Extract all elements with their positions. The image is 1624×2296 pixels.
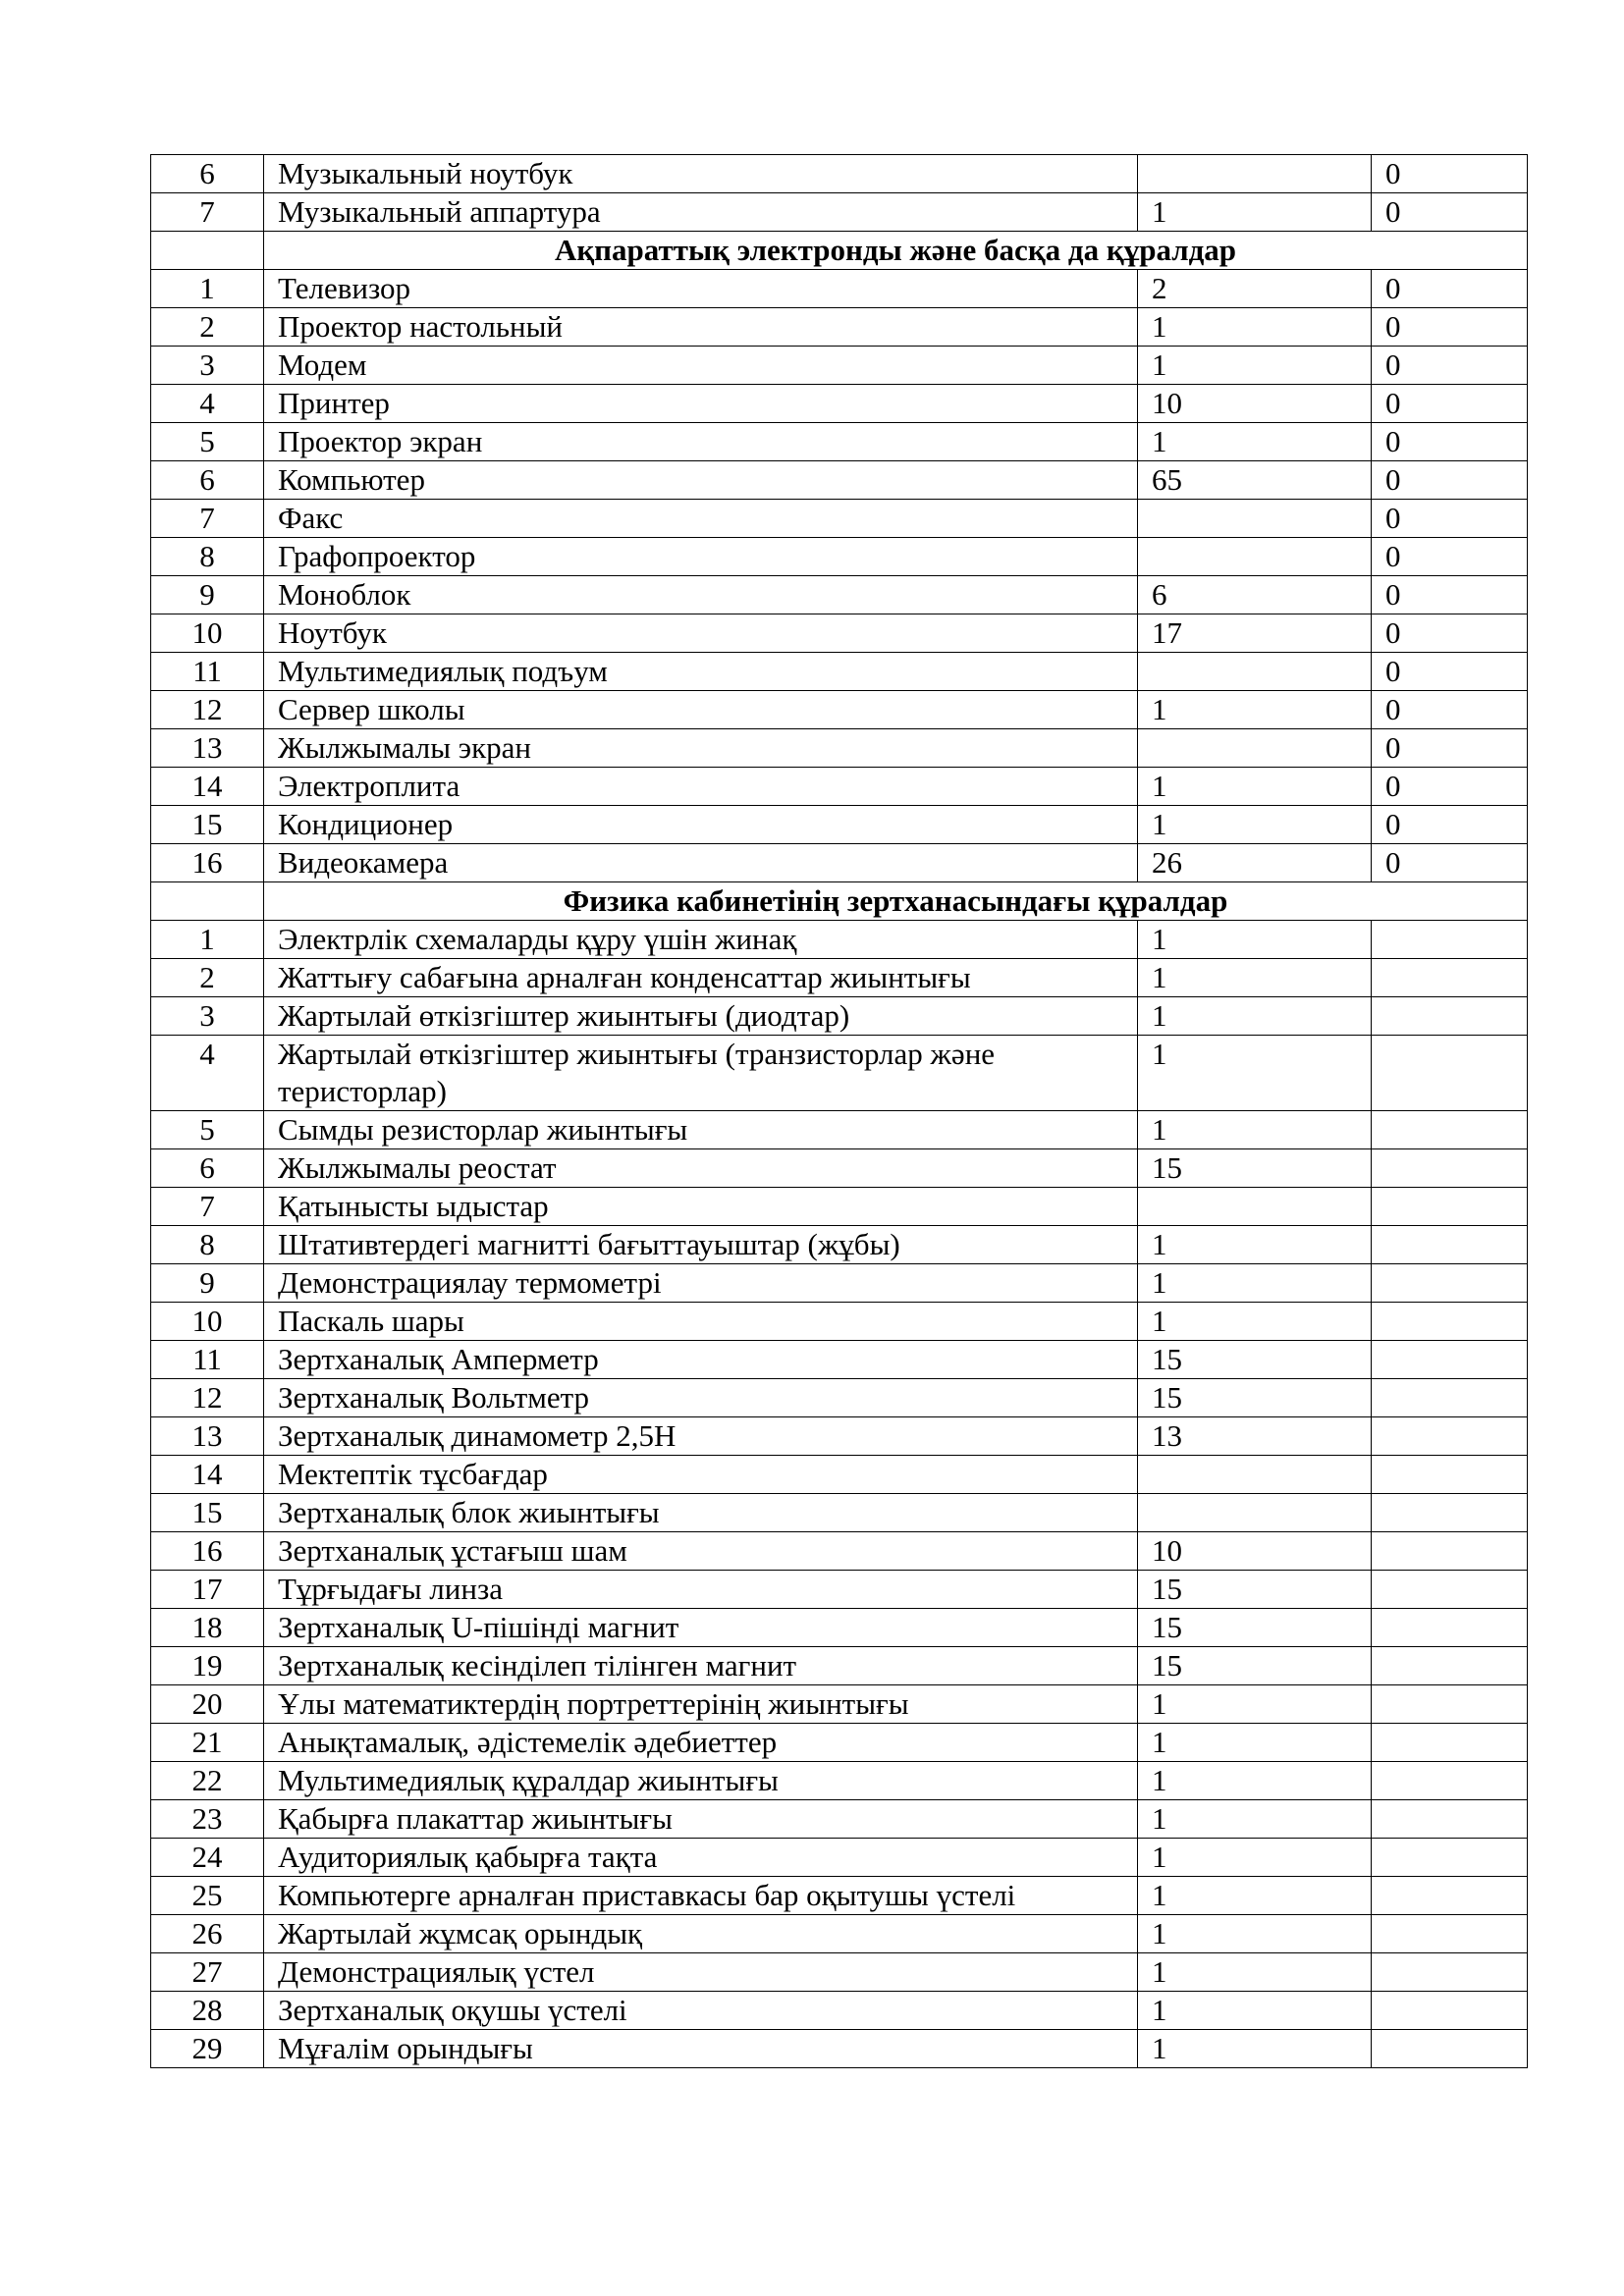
inventory-table-body [151,155,1528,2068]
item-name-cell: Жылжымалы экран [264,729,1138,768]
item-name-cell: Демонстрациялық үстел [264,1953,1138,1992]
quantity-cell: 1 [1138,1303,1372,1341]
table-row [151,1532,1528,1571]
quantity-cell: 13 [1138,1417,1372,1456]
row-number-cell: 25 [151,1877,264,1915]
quantity-cell: 15 [1138,1379,1372,1417]
item-name-cell: Музыкальный аппартура [264,193,1138,232]
item-name-cell: Мультимедиялық подъум [264,653,1138,691]
row-number-cell: 18 [151,1609,264,1647]
inventory-table [150,154,1528,2068]
extra-value-cell [1372,1724,1528,1762]
item-name-cell: Сервер школы [264,691,1138,729]
row-number-cell: 17 [151,1571,264,1609]
quantity-cell [1138,1494,1372,1532]
table-row [151,576,1528,614]
quantity-cell: 1 [1138,193,1372,232]
extra-value-cell [1372,1609,1528,1647]
row-number-cell: 11 [151,1341,264,1379]
table-row [151,347,1528,385]
table-row [151,1762,1528,1800]
item-name-cell: Телевизор [264,270,1138,308]
item-name-cell: Компьютер [264,461,1138,500]
quantity-cell: 26 [1138,844,1372,882]
item-name-cell: Тұрғыдағы линза [264,1571,1138,1609]
row-number-cell: 6 [151,461,264,500]
table-row [151,1724,1528,1762]
row-number-cell: 29 [151,2030,264,2068]
item-name-cell: Компьютерге арналған приставкасы бар оқытушы үстелі [264,1877,1138,1915]
quantity-cell: 1 [1138,806,1372,844]
table-row [151,1953,1528,1992]
table-row [151,806,1528,844]
extra-value-cell [1372,1341,1528,1379]
quantity-cell: 1 [1138,959,1372,997]
item-name-cell: Аудиториялық қабырға тақта [264,1839,1138,1877]
table-row [151,1264,1528,1303]
item-name-cell: Мультимедиялық құралдар жиынтығы [264,1762,1138,1800]
table-row [151,461,1528,500]
table-row [151,1341,1528,1379]
quantity-cell: 1 [1138,691,1372,729]
quantity-cell: 1 [1138,1685,1372,1724]
item-name-cell: Жартылай өткізгіштер жиынтығы (диодтар) [264,997,1138,1036]
table-row [151,1303,1528,1341]
table-row [151,614,1528,653]
quantity-cell: 65 [1138,461,1372,500]
quantity-cell: 1 [1138,1724,1372,1762]
row-number-cell: 6 [151,155,264,193]
row-number-cell: 21 [151,1724,264,1762]
extra-value-cell: 0 [1372,768,1528,806]
item-name-cell: Зертханалық U-пішінді магнит [264,1609,1138,1647]
quantity-cell [1138,500,1372,538]
table-row [151,423,1528,461]
table-row [151,1188,1528,1226]
extra-value-cell [1372,1494,1528,1532]
row-number-cell: 11 [151,653,264,691]
row-number-cell: 3 [151,997,264,1036]
extra-value-cell: 0 [1372,844,1528,882]
table-row [151,1992,1528,2030]
row-number-cell: 1 [151,921,264,959]
row-number-cell: 15 [151,1494,264,1532]
row-number-cell: 22 [151,1762,264,1800]
quantity-cell: 10 [1138,385,1372,423]
item-name-cell: Кондиционер [264,806,1138,844]
extra-value-cell [1372,1839,1528,1877]
extra-value-cell [1372,1303,1528,1341]
quantity-cell: 10 [1138,1532,1372,1571]
table-row [151,959,1528,997]
extra-value-cell: 0 [1372,538,1528,576]
section-header-row [151,882,1528,921]
row-number-cell: 9 [151,576,264,614]
table-row [151,500,1528,538]
table-row [151,155,1528,193]
quantity-cell: 1 [1138,921,1372,959]
table-row [151,1839,1528,1877]
extra-value-cell: 0 [1372,155,1528,193]
item-name-cell: Видеокамера [264,844,1138,882]
extra-value-cell [1372,1800,1528,1839]
row-number-cell: 5 [151,423,264,461]
table-row [151,1226,1528,1264]
table-row [151,1609,1528,1647]
extra-value-cell [1372,1188,1528,1226]
item-name-cell: Қатынысты ыдыстар [264,1188,1138,1226]
item-name-cell: Факс [264,500,1138,538]
table-row [151,691,1528,729]
row-number-cell: 26 [151,1915,264,1953]
extra-value-cell [1372,1532,1528,1571]
item-name-cell: Графопроектор [264,538,1138,576]
quantity-cell: 1 [1138,768,1372,806]
row-number-cell: 16 [151,844,264,882]
item-name-cell: Проектор экран [264,423,1138,461]
extra-value-cell: 0 [1372,729,1528,768]
quantity-cell [1138,1188,1372,1226]
extra-value-cell [1372,1685,1528,1724]
item-name-cell: Мұғалім орындығы [264,2030,1138,2068]
row-number-cell: 10 [151,614,264,653]
quantity-cell: 1 [1138,1953,1372,1992]
extra-value-cell [1372,921,1528,959]
row-number-cell: 19 [151,1647,264,1685]
item-name-cell: Анықтамалық, әдістемелік әдебиеттер [264,1724,1138,1762]
table-row [151,193,1528,232]
item-name-cell: Зертханалық Амперметр [264,1341,1138,1379]
row-number-cell: 5 [151,1111,264,1149]
section-title: Ақпараттық электронды және басқа да құралдар [264,232,1528,270]
quantity-cell: 1 [1138,1264,1372,1303]
item-name-cell: Проектор настольный [264,308,1138,347]
extra-value-cell [1372,1762,1528,1800]
item-name-cell: Принтер [264,385,1138,423]
row-number-cell: 7 [151,193,264,232]
quantity-cell [1138,653,1372,691]
table-row [151,1417,1528,1456]
quantity-cell: 1 [1138,1915,1372,1953]
quantity-cell [1138,155,1372,193]
extra-value-cell: 0 [1372,308,1528,347]
row-number-cell: 15 [151,806,264,844]
extra-value-cell [1372,1877,1528,1915]
extra-value-cell: 0 [1372,270,1528,308]
item-name-cell: Зертханалық кесінділеп тілінген магнит [264,1647,1138,1685]
extra-value-cell: 0 [1372,193,1528,232]
row-number-cell: 6 [151,1149,264,1188]
row-number-cell: 28 [151,1992,264,2030]
row-number-cell: 4 [151,385,264,423]
table-row [151,921,1528,959]
row-number-cell: 8 [151,538,264,576]
extra-value-cell: 0 [1372,385,1528,423]
item-name-cell: Сымды резисторлар жиынтығы [264,1111,1138,1149]
extra-value-cell [1372,1226,1528,1264]
item-name-cell: Модем [264,347,1138,385]
row-number-cell: 16 [151,1532,264,1571]
table-row [151,1685,1528,1724]
quantity-cell: 15 [1138,1341,1372,1379]
section-number-cell [151,882,264,921]
table-row [151,1111,1528,1149]
row-number-cell: 7 [151,500,264,538]
extra-value-cell [1372,1992,1528,2030]
extra-value-cell [1372,1953,1528,1992]
extra-value-cell [1372,997,1528,1036]
item-name-cell: Ұлы математиктердің портреттерінің жиынтығы [264,1685,1138,1724]
extra-value-cell [1372,1264,1528,1303]
quantity-cell: 1 [1138,1036,1372,1111]
quantity-cell: 2 [1138,270,1372,308]
extra-value-cell [1372,2030,1528,2068]
extra-value-cell: 0 [1372,500,1528,538]
quantity-cell: 1 [1138,1877,1372,1915]
table-row [151,729,1528,768]
item-name-cell: Жартылай өткізгіштер жиынтығы (транзисторлар және теристорлар) [264,1036,1138,1111]
extra-value-cell [1372,1379,1528,1417]
row-number-cell: 24 [151,1839,264,1877]
table-row [151,270,1528,308]
row-number-cell: 12 [151,1379,264,1417]
row-number-cell: 14 [151,768,264,806]
table-row [151,2030,1528,2068]
section-number-cell [151,232,264,270]
item-name-cell: Паскаль шары [264,1303,1138,1341]
table-row [151,653,1528,691]
table-row [151,538,1528,576]
quantity-cell: 1 [1138,308,1372,347]
quantity-cell: 1 [1138,1839,1372,1877]
extra-value-cell [1372,1915,1528,1953]
table-row [151,1877,1528,1915]
row-number-cell: 23 [151,1800,264,1839]
quantity-cell: 15 [1138,1609,1372,1647]
row-number-cell: 12 [151,691,264,729]
table-row [151,1571,1528,1609]
quantity-cell [1138,729,1372,768]
extra-value-cell [1372,959,1528,997]
extra-value-cell: 0 [1372,576,1528,614]
row-number-cell: 3 [151,347,264,385]
table-row [151,1379,1528,1417]
extra-value-cell [1372,1036,1528,1111]
extra-value-cell [1372,1456,1528,1494]
quantity-cell [1138,1456,1372,1494]
row-number-cell: 2 [151,308,264,347]
item-name-cell: Музыкальный ноутбук [264,155,1138,193]
quantity-cell: 15 [1138,1149,1372,1188]
row-number-cell: 2 [151,959,264,997]
document-page [150,154,1527,2068]
item-name-cell: Демонстрациялау термометрі [264,1264,1138,1303]
row-number-cell: 1 [151,270,264,308]
quantity-cell: 1 [1138,1800,1372,1839]
table-row [151,1915,1528,1953]
section-header-row [151,232,1528,270]
row-number-cell: 13 [151,1417,264,1456]
item-name-cell: Электроплита [264,768,1138,806]
quantity-cell: 1 [1138,1762,1372,1800]
extra-value-cell [1372,1149,1528,1188]
row-number-cell: 13 [151,729,264,768]
table-row [151,1647,1528,1685]
item-name-cell: Жартылай жұмсақ орындық [264,1915,1138,1953]
row-number-cell: 9 [151,1264,264,1303]
table-row [151,1036,1528,1111]
row-number-cell: 27 [151,1953,264,1992]
quantity-cell: 6 [1138,576,1372,614]
table-row [151,308,1528,347]
row-number-cell: 14 [151,1456,264,1494]
item-name-cell: Зертханалық ұстағыш шам [264,1532,1138,1571]
quantity-cell: 1 [1138,1111,1372,1149]
row-number-cell: 7 [151,1188,264,1226]
row-number-cell: 20 [151,1685,264,1724]
extra-value-cell: 0 [1372,347,1528,385]
extra-value-cell: 0 [1372,806,1528,844]
extra-value-cell: 0 [1372,423,1528,461]
extra-value-cell [1372,1647,1528,1685]
row-number-cell: 8 [151,1226,264,1264]
quantity-cell: 1 [1138,347,1372,385]
table-row [151,768,1528,806]
item-name-cell: Мектептік тұсбағдар [264,1456,1138,1494]
quantity-cell: 1 [1138,2030,1372,2068]
extra-value-cell: 0 [1372,653,1528,691]
section-title: Физика кабинетінің зертханасындағы құралдар [264,882,1528,921]
quantity-cell: 17 [1138,614,1372,653]
item-name-cell: Қабырға плакаттар жиынтығы [264,1800,1138,1839]
table-row [151,1800,1528,1839]
item-name-cell: Зертханалық Вольтметр [264,1379,1138,1417]
extra-value-cell [1372,1417,1528,1456]
extra-value-cell [1372,1571,1528,1609]
item-name-cell: Ноутбук [264,614,1138,653]
table-row [151,385,1528,423]
table-row [151,1456,1528,1494]
extra-value-cell: 0 [1372,461,1528,500]
row-number-cell: 4 [151,1036,264,1111]
extra-value-cell: 0 [1372,691,1528,729]
quantity-cell [1138,538,1372,576]
table-row [151,1494,1528,1532]
table-row [151,1149,1528,1188]
item-name-cell: Электрлік схемаларды құру үшін жинақ [264,921,1138,959]
extra-value-cell: 0 [1372,614,1528,653]
item-name-cell: Штативтердегі магнитті бағыттауыштар (жұбы) [264,1226,1138,1264]
item-name-cell: Зертханалық динамометр 2,5Н [264,1417,1138,1456]
item-name-cell: Моноблок [264,576,1138,614]
row-number-cell: 10 [151,1303,264,1341]
table-row [151,844,1528,882]
quantity-cell: 1 [1138,997,1372,1036]
quantity-cell: 1 [1138,1992,1372,2030]
quantity-cell: 1 [1138,1226,1372,1264]
item-name-cell: Жаттығу сабағына арналған конденсаттар жиынтығы [264,959,1138,997]
item-name-cell: Зертханалық блок жиынтығы [264,1494,1138,1532]
quantity-cell: 1 [1138,423,1372,461]
item-name-cell: Зертханалық оқушы үстелі [264,1992,1138,2030]
quantity-cell: 15 [1138,1571,1372,1609]
table-row [151,997,1528,1036]
quantity-cell: 15 [1138,1647,1372,1685]
extra-value-cell [1372,1111,1528,1149]
item-name-cell: Жылжымалы реостат [264,1149,1138,1188]
